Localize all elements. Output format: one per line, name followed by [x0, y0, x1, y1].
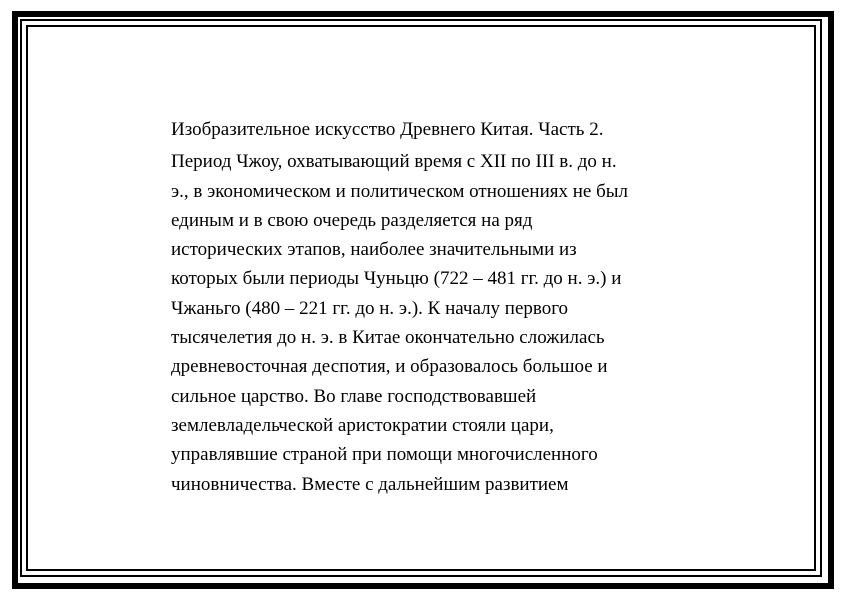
- body-line: землевладельческой аристократии стояли цари,: [171, 414, 554, 436]
- body-line: тысячелетия до н. э. в Китае окончательно сложилась: [171, 327, 605, 349]
- body-line: Период Чжоу, охватывающий время с XII по III в. до н.: [171, 151, 617, 173]
- body-line: Чжаньго (480 – 221 гг. до н. э.). К началу первого: [171, 297, 569, 319]
- document-title: Изобразительное искусство Древнего Китая. Часть 2.: [171, 119, 604, 140]
- body-line: э., в экономическом и политическом отношениях не был: [171, 180, 629, 202]
- body-line: древневосточная деспотия, и образовалось большое и: [171, 356, 608, 378]
- body-line: сильное царство. Во главе господствовавшей: [171, 385, 537, 407]
- body-line: которых были периоды Чуньцю (722 – 481 гг. до н. э.) и: [171, 268, 622, 290]
- body-line: исторических этапов, наиболее значительными из: [171, 239, 577, 261]
- document-text-block: [171, 115, 716, 499]
- document-body: [171, 147, 716, 499]
- body-line: единым и в свою очередь разделяется на ряд: [171, 209, 533, 231]
- body-line: чиновничества. Вместе с дальнейшим развитием: [171, 473, 569, 495]
- body-line: управлявшие страной при помощи многочисленного: [171, 444, 598, 466]
